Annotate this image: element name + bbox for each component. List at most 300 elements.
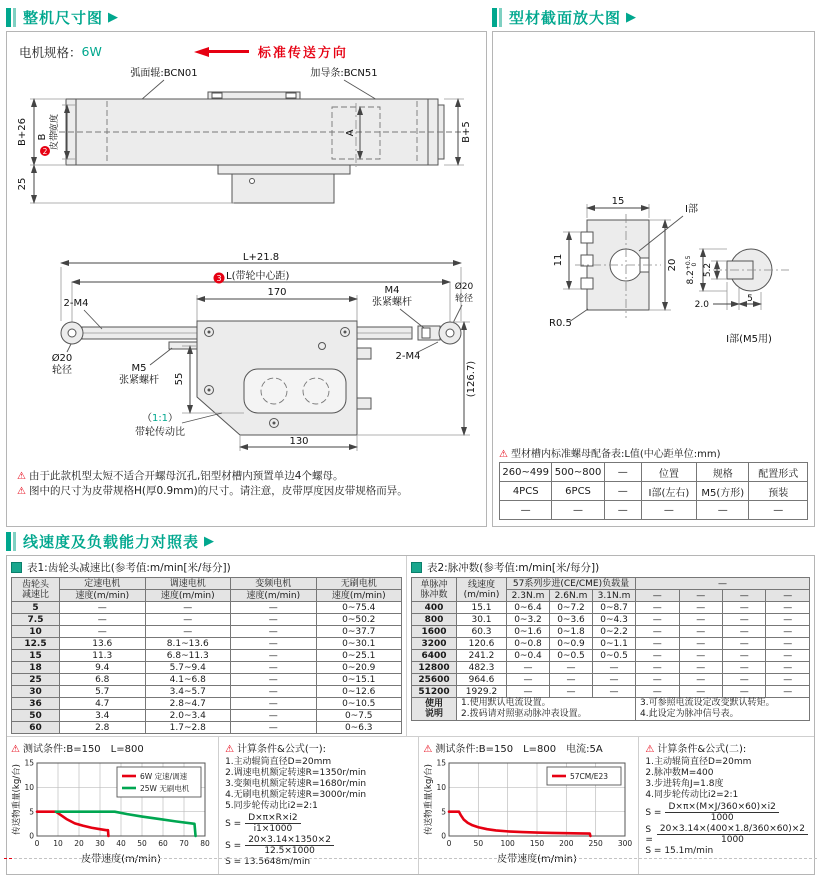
table-cell: 0~0.4	[507, 650, 550, 662]
table-row	[12, 686, 402, 698]
header-bar-icon	[6, 532, 11, 551]
table-cell: 0~6.3	[316, 722, 402, 734]
table-cell: —	[507, 662, 550, 674]
text-line: 3.可参照电流设定改变默认转矩。	[640, 698, 775, 708]
arrow-left-icon	[194, 47, 209, 57]
dim-d20-right: Ø20	[454, 282, 473, 292]
table-cell: 500~800	[552, 463, 604, 482]
col-header: 变频电机	[231, 578, 317, 590]
table-cell: 10	[12, 626, 60, 638]
table-cell: 4.7	[60, 698, 146, 710]
svg-text:30: 30	[95, 839, 105, 848]
table-cell: 3200	[412, 638, 457, 650]
svg-text:250: 250	[588, 839, 604, 848]
svg-text:5: 5	[29, 807, 34, 817]
formula2-title: 计算条件&公式(二):	[657, 744, 747, 755]
table-cell: 25600	[412, 674, 457, 686]
table-cell: 1.7~2.8	[145, 722, 231, 734]
circled-number-3: 3	[215, 274, 222, 283]
table-cell: 0~1.8	[550, 626, 593, 638]
table-cell: 0~20.9	[316, 662, 402, 674]
formula1-eq2: S = $\frac{20\times 3.14\times 1350\times 2}{12.5\times 1000}$	[225, 835, 412, 856]
table-cell: 0~0.5	[550, 650, 593, 662]
col-header: 线速度 (m/min)	[457, 578, 507, 602]
table-cell: 0~0.5	[593, 650, 636, 662]
svg-text:15: 15	[436, 758, 447, 768]
usage-label: 使用 说明	[412, 698, 457, 721]
load-chart1-area	[7, 737, 218, 874]
dim-82-tol	[685, 255, 698, 284]
table-cell: 0~25.1	[316, 650, 402, 662]
text-line: 1.主动辊筒直径D=20mm	[645, 757, 752, 767]
table-row	[412, 638, 810, 650]
svg-text:皮带速度(m/min): 皮带速度(m/min)	[81, 854, 161, 865]
table-cell: 4.1~6.8	[145, 674, 231, 686]
table-row	[12, 614, 402, 626]
table-cell: 1600	[412, 626, 457, 638]
formula2-result: S = 15.1m/min	[645, 846, 714, 856]
motor-spec-row	[7, 32, 486, 61]
side-view-drawing	[12, 249, 482, 461]
table-cell: —	[231, 698, 317, 710]
table2-title-row	[411, 560, 810, 575]
chart2-conditions: 测试条件:B=150 L=800 电流:5A	[435, 744, 603, 755]
table-cell: 0~30.1	[316, 638, 402, 650]
table-cell: 0~7.2	[550, 602, 593, 614]
table-cell: —	[550, 674, 593, 686]
nut-table	[499, 462, 808, 520]
col-header: 齿轮头 减速比	[12, 578, 60, 602]
table-cell: —	[679, 602, 722, 614]
svg-text:40: 40	[116, 839, 126, 848]
svg-text:50: 50	[473, 839, 484, 848]
table-cell: —	[60, 626, 146, 638]
note-line	[17, 469, 476, 484]
table-cell: 9.4	[60, 662, 146, 674]
formula2-lines	[645, 757, 808, 801]
table-cell: 36	[12, 698, 60, 710]
table-cell: —	[636, 674, 679, 686]
table-cell: —	[552, 501, 604, 520]
warning-icon: ⚠	[499, 449, 508, 460]
table-cell: —	[507, 674, 550, 686]
table-cell: 0~10.5	[316, 698, 402, 710]
table-cell: —	[604, 482, 641, 501]
nut-table-title: 型材槽内标准螺母配备表:L值(中心距单位:mm)	[510, 449, 721, 460]
table-cell: —	[604, 463, 641, 482]
table-cell: —	[231, 650, 317, 662]
table-cell: 0~6.4	[507, 602, 550, 614]
guide-label: 加导条:BCN51	[309, 68, 378, 79]
table-cell: 0~37.7	[316, 626, 402, 638]
table-cell: I部(左右)	[641, 482, 696, 501]
table-cell: 0~3.2	[507, 614, 550, 626]
svg-text:10: 10	[24, 782, 34, 792]
table-cell: 0~1.6	[507, 626, 550, 638]
table-cell: 5.7~9.4	[145, 662, 231, 674]
wheel-dia-label-right: 轮径	[454, 294, 473, 304]
gear-ratio-table-area	[7, 556, 407, 736]
extrusion-profile	[575, 214, 661, 318]
table-cell: —	[593, 686, 636, 698]
table-cell: 2.0~3.4	[145, 710, 231, 722]
svg-text:57CM/E23: 57CM/E23	[570, 771, 609, 781]
svg-text:100: 100	[500, 839, 516, 848]
svg-text:0: 0	[34, 839, 40, 848]
table-cell: 0~1.1	[593, 638, 636, 650]
table-cell: —	[636, 626, 679, 638]
ratio-paren-close: ）	[167, 413, 178, 424]
i-part-label: I部	[684, 204, 698, 215]
svg-text:皮带速度(m/min): 皮带速度(m/min)	[497, 854, 578, 865]
usage-notes-right	[636, 698, 810, 721]
table-cell: —	[766, 662, 810, 674]
table-cell: —	[636, 686, 679, 698]
text-line: 2.脉冲数M=400	[645, 768, 714, 778]
warning-icon: ⚠	[645, 744, 655, 755]
formula1-title: 计算条件&公式(一):	[237, 744, 327, 755]
motor-spec-label: 电机规格：	[19, 44, 82, 60]
note-line	[17, 484, 476, 499]
pulse-table	[411, 577, 810, 721]
table-cell: —	[60, 614, 146, 626]
table-cell: 12.5	[12, 638, 60, 650]
text-line: 3.变频电机额定转速R=1680r/min	[225, 779, 367, 789]
section-title: 线速度及负载能力对照表	[23, 532, 200, 551]
header-bar-icon	[13, 8, 16, 27]
dim-r05: R0.5	[548, 318, 572, 329]
i-part-detail	[685, 249, 789, 345]
svg-text:50: 50	[137, 839, 147, 848]
transfer-direction-arrow	[194, 42, 348, 61]
col-subheader: 速度(m/min)	[145, 590, 231, 602]
table-cell: 6.8	[60, 674, 146, 686]
table-cell: —	[679, 662, 722, 674]
table-cell: 400	[412, 602, 457, 614]
formula1-result: S = 13.5648m/min	[225, 857, 311, 867]
section-header-profile	[492, 6, 815, 28]
formula1-eq1: S = $\frac{D\times\pi\times R\times i2}{i1\times 1000}$	[225, 813, 412, 834]
table-cell: 50	[12, 710, 60, 722]
col-header: 无刷电机	[316, 578, 402, 590]
table-cell: 0~15.1	[316, 674, 402, 686]
page-title: 整机尺寸图	[23, 8, 104, 27]
chart2-header	[423, 740, 638, 755]
warning-icon: ⚠	[17, 471, 26, 482]
table-cell: —	[723, 614, 766, 626]
speed-load-box	[6, 555, 815, 875]
table-cell: 0~4.3	[593, 614, 636, 626]
dim-a: A	[344, 129, 356, 137]
svg-text:20: 20	[74, 839, 84, 848]
table-cell: —	[145, 602, 231, 614]
dim-25: 25	[16, 177, 28, 191]
tension-rod-label-left: 张紧螺杆	[118, 375, 159, 386]
table-cell: —	[60, 602, 146, 614]
table-cell: 13.6	[60, 638, 146, 650]
tension-rod-label-right: 张紧螺杆	[371, 297, 412, 308]
table-cell: 0~50.2	[316, 614, 402, 626]
table-cell: 15.1	[457, 602, 507, 614]
table-row	[12, 626, 402, 638]
tol-lower: 0	[690, 262, 698, 267]
table2-title: 表2:脉冲数(参考值:m/min[米/每分])	[427, 562, 600, 574]
svg-text:70: 70	[179, 839, 189, 848]
usage-notes-left	[457, 698, 636, 721]
formula1-area	[218, 737, 418, 874]
table-cell: —	[593, 662, 636, 674]
table-row	[412, 614, 810, 626]
text-line: 2.拨码请对照驱动脉冲表设置。	[461, 709, 587, 719]
overall-dimensions-panel	[6, 6, 487, 527]
table1-title-row	[11, 560, 402, 575]
table-cell: —	[679, 674, 722, 686]
ratio-value: 1:1	[151, 413, 168, 424]
table-row	[12, 602, 402, 614]
dimensions-drawing-box	[6, 31, 487, 527]
pulley-ratio-label: 带轮传动比	[134, 427, 185, 438]
pulley-ratio	[141, 412, 177, 424]
formula1-title-row	[225, 740, 412, 755]
table-cell: 4PCS	[500, 482, 552, 501]
table-cell: —	[636, 638, 679, 650]
svg-text:5: 5	[441, 807, 447, 817]
col-subheader: —	[636, 590, 679, 602]
circled-number-2: 2	[42, 146, 47, 156]
table-cell: —	[766, 638, 810, 650]
table-cell: —	[231, 674, 317, 686]
table-cell: —	[766, 686, 810, 698]
text-line: 1.使用默认电流设置。	[461, 698, 551, 708]
table-cell: 60.3	[457, 626, 507, 638]
table-cell: —	[766, 674, 810, 686]
table-row	[412, 650, 810, 662]
table-cell: 120.6	[457, 638, 507, 650]
dim-l218: L+21.8	[242, 252, 279, 263]
header-bar-icon	[13, 532, 16, 551]
header-bar-icon	[499, 8, 502, 27]
table-cell: —	[679, 686, 722, 698]
load-chart-57cm	[423, 756, 633, 868]
table-cell: 2.8	[60, 722, 146, 734]
col-subheader: 2.6N.m	[550, 590, 593, 602]
warning-icon: ⚠	[17, 486, 26, 497]
table-cell: —	[231, 686, 317, 698]
table-cell: —	[723, 650, 766, 662]
dim-1267: (126.7)	[465, 360, 477, 398]
col-subheader: 速度(m/min)	[316, 590, 402, 602]
table-cell: —	[679, 650, 722, 662]
warning-icon: ⚠	[11, 744, 20, 755]
text-line: 5.同步轮传动比i2=2:1	[225, 801, 318, 811]
table-cell: 18	[12, 662, 60, 674]
roller-label: 弧面辊:BCN01	[129, 68, 198, 79]
dim-b5: B+5	[460, 121, 472, 143]
table-cell: —	[593, 674, 636, 686]
dim-5: 5	[746, 294, 753, 304]
svg-text:6W 定速/调速: 6W 定速/调速	[140, 771, 188, 781]
svg-text:25W 无刷电机: 25W 无刷电机	[140, 783, 190, 793]
table-cell: —	[723, 674, 766, 686]
table-row	[12, 674, 402, 686]
table-cell: 规格	[697, 463, 749, 482]
table-cell: 0~0.8	[507, 638, 550, 650]
table-cell: —	[723, 638, 766, 650]
col-subheader: 速度(m/min)	[231, 590, 317, 602]
dim-55: 55	[173, 372, 185, 386]
side-dimensions-top	[61, 252, 461, 322]
dim-l-center: L(带轮中心距)	[225, 271, 289, 282]
table-cell: —	[231, 626, 317, 638]
dim-15: 15	[611, 196, 624, 207]
table-cell: 0~3.6	[550, 614, 593, 626]
svg-text:0: 0	[29, 831, 34, 841]
svg-text:0: 0	[447, 839, 452, 848]
table-cell: 30	[12, 686, 60, 698]
table-cell: 15	[12, 650, 60, 662]
table-cell: —	[636, 650, 679, 662]
dim-m4: M4	[384, 285, 399, 296]
wheel-dia-label-left: 轮径	[51, 365, 72, 376]
table-cell: —	[723, 686, 766, 698]
table-cell: 0~8.7	[593, 602, 636, 614]
dim-52: 5.2	[702, 262, 713, 278]
table-row	[12, 722, 402, 734]
dim-20: 20	[666, 258, 678, 272]
table-cell: —	[636, 602, 679, 614]
nut-table-title-row	[499, 445, 808, 460]
dim-d20-left: Ø20	[51, 353, 72, 364]
col-group-header: —	[636, 578, 810, 590]
play-arrow-icon: ▶	[204, 533, 215, 549]
table-cell: —	[766, 602, 810, 614]
header-bar-icon	[6, 8, 11, 27]
table-cell: —	[507, 686, 550, 698]
col-header: 单脉冲 脉冲数	[412, 578, 457, 602]
profile-section-panel	[492, 6, 815, 527]
table-cell: 964.6	[457, 674, 507, 686]
play-arrow-icon: ▶	[626, 9, 637, 25]
plan-view-drawing	[12, 63, 482, 241]
square-bullet-icon	[411, 562, 422, 573]
table-cell: —	[231, 710, 317, 722]
table-cell: 6400	[412, 650, 457, 662]
table-cell: 0~12.6	[316, 686, 402, 698]
table-cell: 260~499	[500, 463, 552, 482]
text-line: 1.主动辊筒直径D=20mm	[225, 757, 332, 767]
table-cell: —	[679, 614, 722, 626]
table-cell: 0~7.5	[316, 710, 402, 722]
col-subheader: —	[679, 590, 722, 602]
motor-spec-value: 6W	[81, 44, 102, 59]
note-text: 图中的尺寸为皮带规格H(厚0.9mm)的尺寸。请注意，皮带厚度因皮带规格而异。	[28, 485, 408, 497]
tables-row	[7, 556, 814, 736]
table-cell: —	[679, 638, 722, 650]
warning-icon: ⚠	[423, 744, 433, 755]
table-cell: 8.1~13.6	[145, 638, 231, 650]
tol-upper: +0.5	[684, 255, 692, 271]
table1-title: 表1:齿轮头减速比(参考值:m/min[米/每分])	[27, 562, 231, 574]
table-cell: —	[679, 626, 722, 638]
red-tick	[4, 858, 12, 859]
table-row	[500, 501, 808, 520]
table-cell: 0~75.4	[316, 602, 402, 614]
drawing-notes	[7, 469, 486, 499]
pulse-table-area	[407, 556, 814, 736]
formula2-title-row	[645, 740, 808, 755]
table-cell: 2.8~4.7	[145, 698, 231, 710]
table-cell: —	[231, 662, 317, 674]
table-row	[412, 662, 810, 674]
table-cell: 0~0.9	[550, 638, 593, 650]
speed-load-section	[6, 530, 815, 875]
dim-170: 170	[266, 287, 287, 298]
table-cell: 0~2.2	[593, 626, 636, 638]
load-chart2-area	[418, 737, 638, 874]
table-cell: —	[723, 602, 766, 614]
col-header: 调速电机	[145, 578, 231, 590]
table-cell: —	[500, 501, 552, 520]
formula1-lines	[225, 757, 412, 812]
svg-text:传送物重量(kg/台): 传送物重量(kg/台)	[12, 764, 22, 835]
note-text: 由于此款机型太短不适合开螺母沉孔,铝型材槽内预置单边4个螺母。	[28, 470, 344, 482]
table-cell: 6PCS	[552, 482, 604, 501]
svg-text:传送物重量(kg/台): 传送物重量(kg/台)	[424, 764, 435, 835]
svg-text:300: 300	[618, 839, 633, 848]
table-row	[12, 662, 402, 674]
col-subheader: —	[723, 590, 766, 602]
col-subheader: —	[766, 590, 810, 602]
table-row	[500, 482, 808, 501]
table-cell: —	[231, 638, 317, 650]
cross-section-drawing	[499, 120, 809, 390]
svg-text:60: 60	[158, 839, 168, 848]
table-cell: —	[749, 501, 808, 520]
section-header-speed-load	[6, 530, 815, 552]
table-cell: —	[697, 501, 749, 520]
table-cell: —	[604, 501, 641, 520]
i-part-caption: I部(M5用)	[725, 334, 772, 345]
table-row	[12, 650, 402, 662]
table-cell: —	[723, 626, 766, 638]
table-cell: 30.1	[457, 614, 507, 626]
table-row	[412, 674, 810, 686]
table-cell: 800	[412, 614, 457, 626]
table-cell: 11.3	[60, 650, 146, 662]
svg-text:150: 150	[530, 839, 545, 848]
col-subheader: 3.1N.m	[593, 590, 636, 602]
header-bar-icon	[492, 8, 497, 27]
table-row	[12, 710, 402, 722]
table-cell: 25	[12, 674, 60, 686]
svg-text:0: 0	[441, 831, 447, 841]
table-cell: 6.8~11.3	[145, 650, 231, 662]
text-line: 4.此设定为脉冲信号表。	[640, 709, 739, 719]
usage-row	[412, 698, 810, 721]
table-cell: —	[550, 662, 593, 674]
table-cell: —	[231, 722, 317, 734]
dim-130: 130	[288, 436, 309, 447]
dim-b-letter: B	[36, 133, 48, 141]
table-cell: —	[231, 602, 317, 614]
belt-width-label: 皮带宽度	[49, 113, 60, 151]
formula2-area	[638, 737, 814, 874]
text-line: 2.调速电机额定转速R=1350r/min	[225, 768, 367, 778]
col-group-header: 57系列步进(CE/CME)负载量	[507, 578, 636, 590]
section-header-dimensions	[6, 6, 487, 28]
table-cell: —	[636, 614, 679, 626]
dim-m5: M5	[131, 363, 146, 374]
